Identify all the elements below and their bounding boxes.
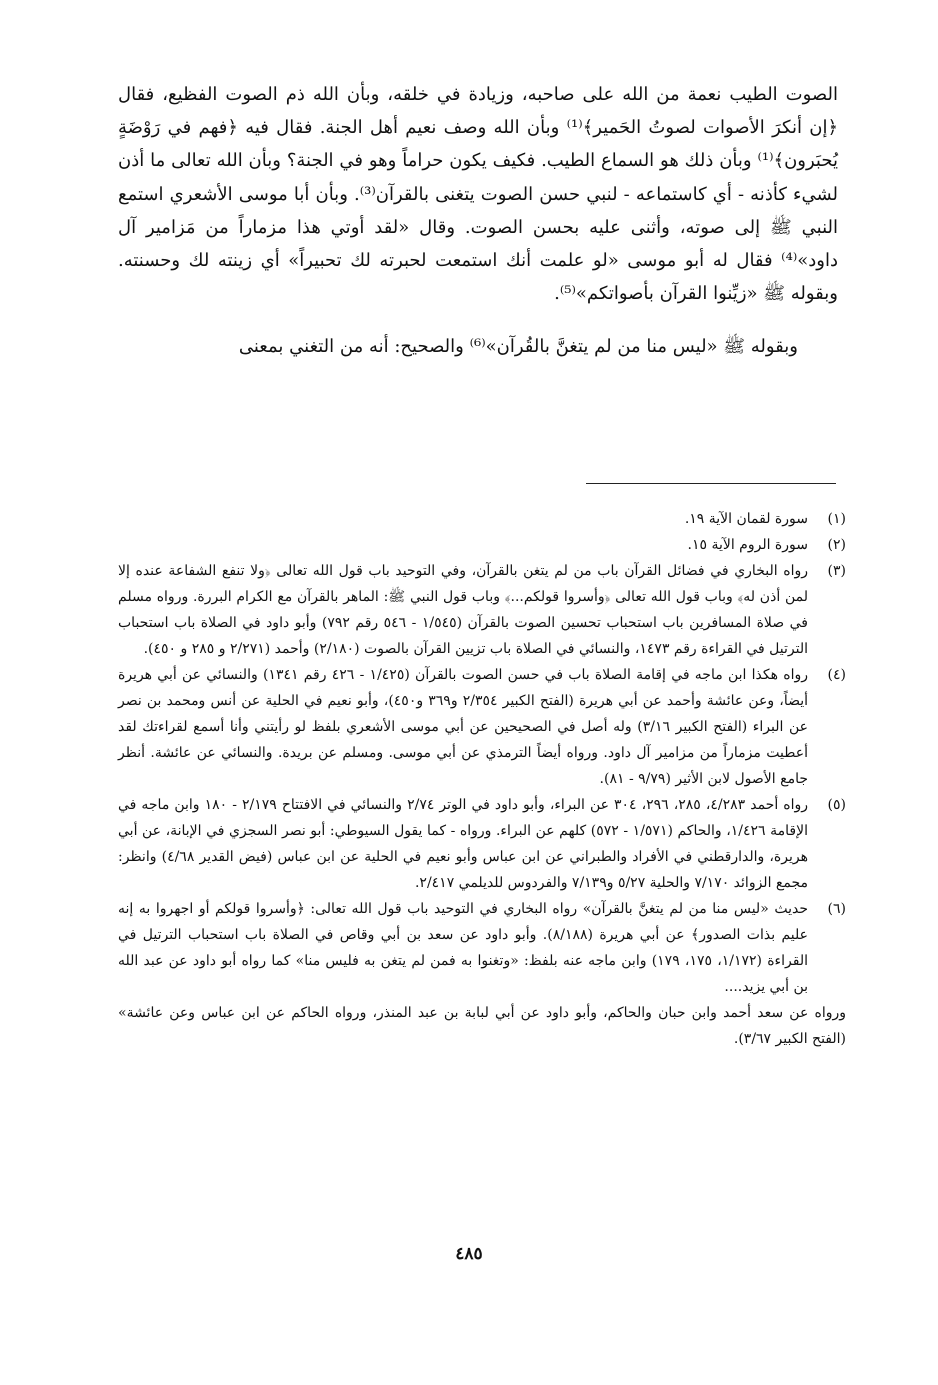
footnote-continuation: ورواه عن سعد أحمد وابن حبان والحاكم، وأبو داود عن أبي لبابة بن عبد المنذر، ورواه الحاكم عن ابن عباس وعن عائشة» (الفتح الكبير ٣/٦٧). <box>118 1005 846 1047</box>
footnote-text: سورة لقمان الآية ١٩. <box>684 511 808 527</box>
footnote-5 <box>118 792 846 896</box>
footnote-6 <box>118 896 846 1000</box>
footnotes <box>118 506 846 1052</box>
body-paragraph-2: وبقوله ﷺ «ليس منا من لم يتغنَّ بالقُرآن»⁽⁶⁾ والصحيح: أنه من التغني بمعنى <box>238 336 798 358</box>
footnote-4 <box>118 662 846 792</box>
footnote-3 <box>118 558 846 662</box>
footnote-number: (٣) <box>827 563 846 579</box>
footnote-number: (٦) <box>827 901 846 917</box>
footnote-number: (١) <box>827 511 846 527</box>
footnote-number: (٤) <box>827 667 846 683</box>
footnote-2 <box>118 532 846 558</box>
footnote-1 <box>118 506 846 532</box>
footnote-separator <box>586 483 836 484</box>
page-number: ٤٨٥ <box>455 1244 483 1264</box>
footnote-number: (٥) <box>827 797 846 813</box>
main-text <box>118 78 838 364</box>
footnote-text: رواه البخاري في فضائل القرآن باب من لم يتغن بالقرآن، وفي التوحيد باب قول الله تعالى ﴿ولا تنفع الشفاعة عنده إلا لمن أذن له﴾ وباب قول الله تعالى ﴿وأسروا قولكم...﴾ وباب قول النبي ﷺ: الماهر بالقرآن مع الكرام البررة. ورواه مسلم في صلاة المسافرين باب استحباب تحسين الصوت بالقرآن (١/٥٤٥ - ٥٤٦ رقم ٧٩٢) وأبو داود في الصلاة باب استحباب الترتيل في القراءة رقم ١٤٧٣، والنسائي في الصلاة باب تزيين القرآن بالصوت (٢/١٨٠) وأحمد (٢/٢٧١ و ٢٨٥ و ٤٥٠). <box>118 563 808 657</box>
footnote-text: حديث «ليس منا من لم يتغنَّ بالقرآن» رواه البخاري في التوحيد باب قول الله تعالى: ﴿وأسروا قولكم أو اجهروا به إنه عليم بذات الصدور﴾ عن أبي هريرة (٨/١٨٨). وأبو داود عن سعد بن أبي وقاص في الصلاة باب استحباب الترتيل في القراءة (١/١٧٢، ١٧٥، ١٧٩) وابن ماجه عنه بلفظ: «وتغنوا به فمن لم يتغن به فليس منا» كما رواه أبو داود عن عبد الله بن أبي يزيد.... <box>118 901 808 995</box>
footnote-text: رواه هكذا ابن ماجه في إقامة الصلاة باب في حسن الصوت بالقرآن (١/٤٢٥ - ٤٢٦ رقم ١٣٤١) والنسائي عن أبي هريرة أيضاً، وعن عائشة وأحمد عن أبي هريرة (الفتح الكبير ٢/٣٥٤ و٣٦٩ و٤٥٠)، وأبو نعيم في الحلية عن أنس ومحمد بن نصر عن البراء (الفتح الكبير ٣/١٦) وله أصل في الصحيحين عن أبي موسى الأشعري بلفظ لو رأيتني وأنا أسمع لقراءتك لقد أعطيت مزماراً من مزامير آل داود. ورواه أيضاً الترمذي عن أبي موسى. ومسلم عن بريدة. والنسائي عن عائشة. أنظر جامع الأصول لابن الأثير (٩/٧٩ - ٨١). <box>118 667 809 787</box>
footnote-text: سورة الروم الآية ١٥. <box>687 537 808 553</box>
footnote-number: (٢) <box>827 537 846 553</box>
body-paragraph-1: الصوت الطيب نعمة من الله على صاحبه، وزيادة في خلقه، وبأن الله ذم الصوت الفظيع، فقال ﴿إن أنكرَ الأصوات لصوتُ الحَمير﴾⁽¹⁾ وبأن الله وصف نعيم أهل الجنة. فقال فيه ﴿فهم في رَوْضَةٍ يُحبَرون﴾⁽¹⁾ وبأن ذلك هو السماع الطيب. فكيف يكون حراماً وهو في الجنة؟ وبأن الله تعالى ما أذن لشيء كأذنه - أي كاستماعه - لنبي حسن الصوت يتغنى بالقرآن⁽³⁾. وبأن أبا موسى الأشعري استمع النبي ﷺ إلى صوته، وأثنى عليه بحسن الصوت. وقال «لقد أوتي هذا مزماراً من مَزامير آل داود»⁽⁴⁾ فقال له أبو موسى «لو علمت أنك استمعت لحبرته لك تحبيراً» أي زينته لك وحسنته. وبقوله ﷺ «زيِّنوا القرآن بأصواتكم»⁽⁵⁾. <box>118 84 839 305</box>
footnote-text: رواه أحمد ٤/٢٨٣، ٢٨٥، ٢٩٦، ٣٠٤ عن البراء، وأبو داود في الوتر ٢/٧٤ والنسائي في الافتتاح ٢/١٧٩ - ١٨٠ وابن ماجه في الإقامة ١/٤٢٦، والحاكم (١/٥٧١ - ٥٧٢) كلهم عن البراء. ورواه - كما يقول السيوطي: أبو نصر السجزي في الإبانة، عن أبي هريرة، والدارقطني في الأفراد والطبراني عن ابن عباس وأبو نعيم في الحلية عن ابن عباس (فيض القدير ٤/٦٨) وانظر: مجمع الزوائد ٧/١٧٠ والحلية ٥/٢٧ و٧/١٣٩ والفردوس للديلمي ٢/٤١٧. <box>118 797 808 891</box>
